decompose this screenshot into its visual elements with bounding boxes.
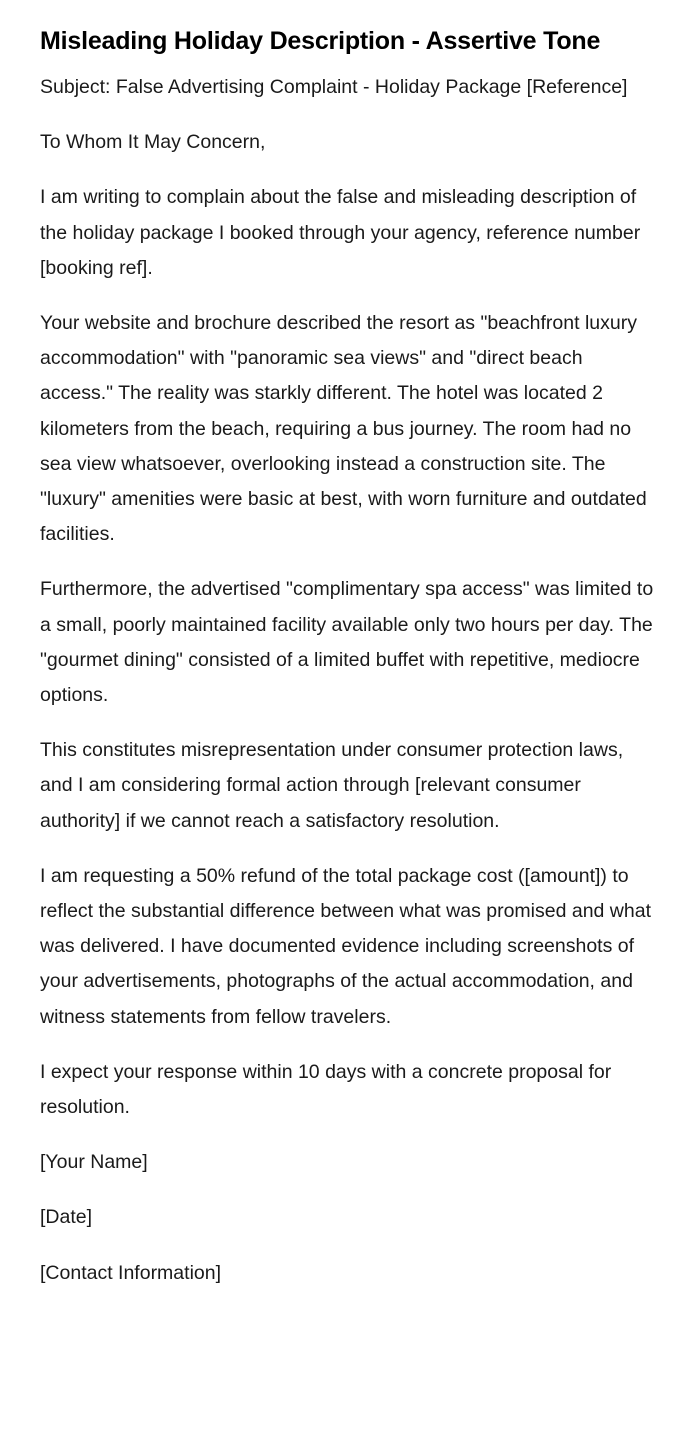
signature-contact: [Contact Information]: [40, 1261, 222, 1284]
body-paragraph-refund: I am requesting a 50% refund of the total package cost ([amount]) to reflect the substantial difference between what was promised and what was delivered. I have documented evidence including screenshots of your advertisements, photographs of the actual accommodation, and witness statements from fellow travelers.: [40, 864, 651, 1028]
signature-date: [Date]: [40, 1206, 93, 1229]
body-paragraph-intro: I am writing to complain about the false and misleading description of the holiday package I booked through your agency, reference number [booking ref].: [40, 186, 641, 279]
subject-line: Subject: False Advertising Complaint - Holiday Package [Reference]: [40, 76, 628, 98]
salutation: To Whom It May Concern,: [40, 131, 266, 154]
body-paragraph-legal: This constitutes misrepresentation under consumer protection laws, and I am considering formal action through [relevant consumer authority] if we cannot reach a satisfactory resolution.: [40, 739, 624, 832]
signature-name: [Your Name]: [40, 1151, 148, 1174]
body-paragraph-amenities: Furthermore, the advertised "complimentary spa access" was limited to a small, poorly maintained facility available only two hours per day. The "gourmet dining" consisted of a limited buffet with repetitive, mediocre options.: [40, 578, 654, 707]
body-paragraph-description: Your website and brochure described the resort as "beachfront luxury accommodation" with "panoramic sea views" and "direct beach access." The reality was starkly different. The hotel was located 2 kilometers from the beach, requiring a bus journey. The room had no sea view whatsoever, overlooking instead a construction site. The "luxury" amenities were basic at best, with worn furniture and outdated facilities.: [40, 312, 647, 546]
page-title: Misleading Holiday Description - Assertive Tone: [40, 27, 601, 55]
body-paragraph-deadline: I expect your response within 10 days with a concrete proposal for resolution.: [40, 1060, 612, 1119]
